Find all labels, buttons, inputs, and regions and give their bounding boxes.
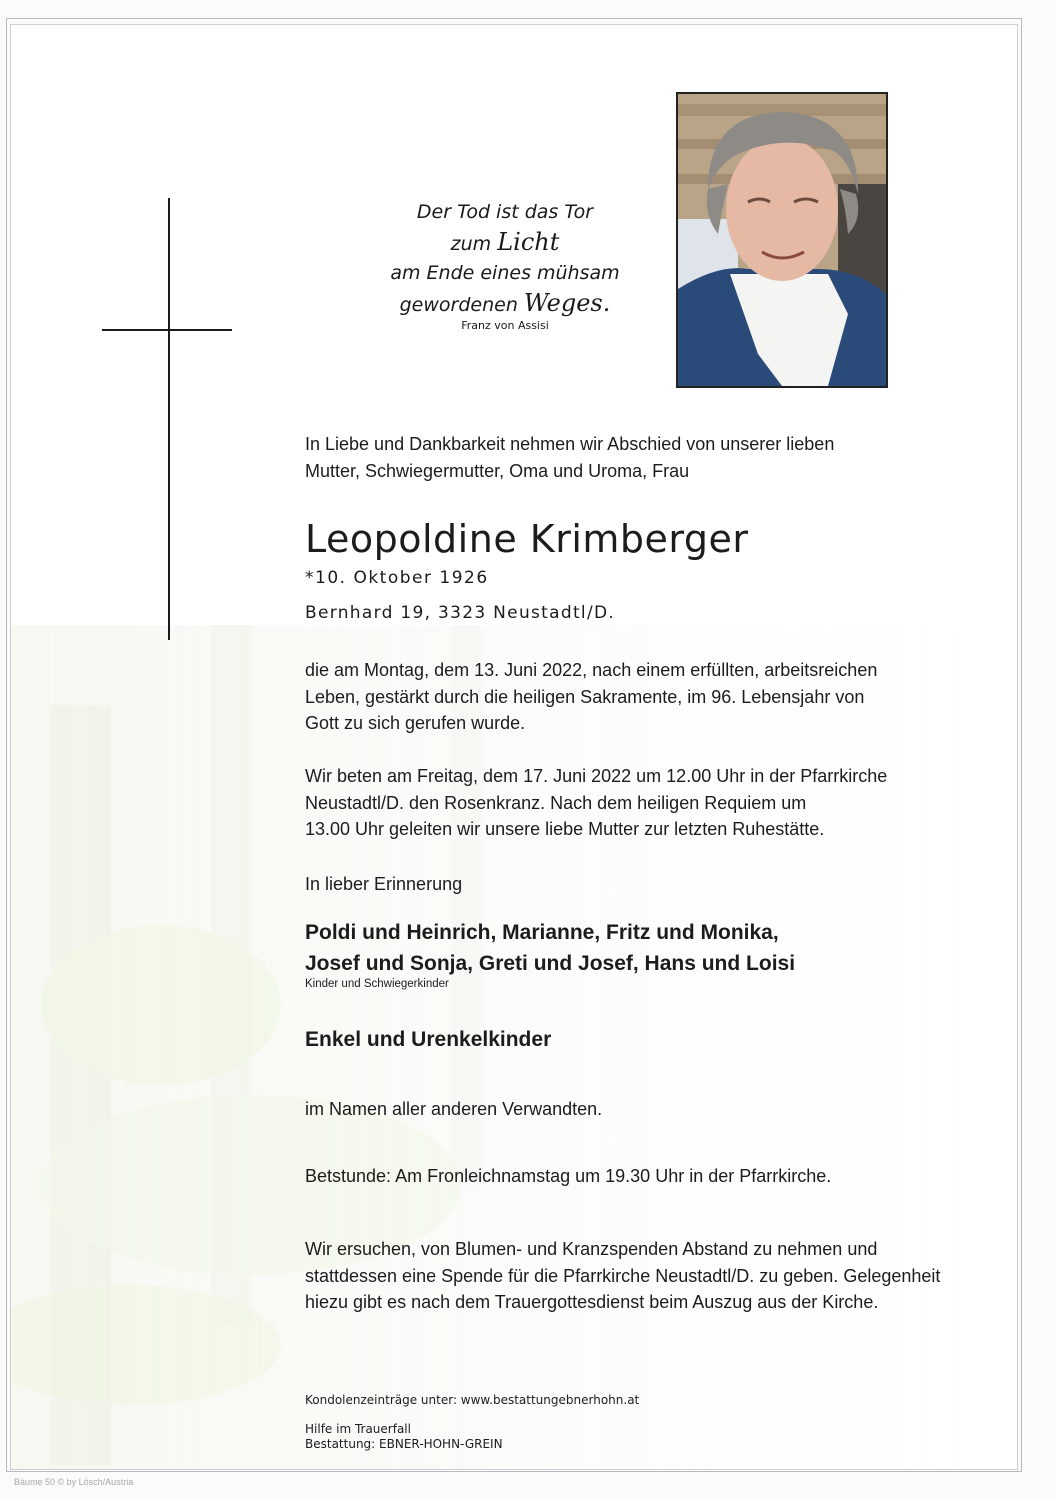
prayer-notice bbox=[305, 763, 887, 843]
donation-line-1: Wir ersuchen, von Blumen- und Kranzspenden Abstand zu nehmen und bbox=[305, 1239, 878, 1259]
birth-date: *10. Oktober 1926 bbox=[305, 568, 489, 588]
relatives: im Namen aller anderen Verwandten. bbox=[305, 1099, 603, 1119]
children-names bbox=[305, 917, 795, 979]
memory-heading: In lieber Erinnerung bbox=[305, 874, 463, 894]
prayer-line-3: 13.00 Uhr geleiten wir unsere liebe Mutter zur letzten Ruhestätte. bbox=[305, 819, 825, 839]
funeral-home-name: Bestattung: EBNER-HOHN-GREIN bbox=[305, 1437, 503, 1451]
donation-line-2: stattdessen eine Spende für die Pfarrkirche Neustadtl/D. zu geben. Gelegenheit bbox=[305, 1265, 941, 1286]
quote-line-2-prefix: zum bbox=[450, 232, 492, 255]
death-notice bbox=[305, 657, 877, 737]
quote-word-weges: Weges. bbox=[523, 288, 611, 317]
death-notice-line-2: Leben, gestärkt durch die heiligen Sakramente, im 96. Lebensjahr von bbox=[305, 686, 865, 707]
help-line-1: Hilfe im Trauerfall bbox=[305, 1422, 411, 1436]
children-note: Kinder und Schwiegerkinder bbox=[305, 978, 449, 990]
footer-credit: Bäume 50 © by Lösch/Austria bbox=[14, 1477, 134, 1487]
cross-horizontal-bar bbox=[102, 329, 232, 331]
quote-author: Franz von Assisi bbox=[461, 319, 549, 332]
condolence-link[interactable]: Kondolenzeinträge unter: www.bestattungebnerhohn.at bbox=[305, 1393, 640, 1407]
deceased-name: Leopoldine Krimberger bbox=[305, 517, 749, 561]
intro-line-2: Mutter, Schwiegermutter, Oma und Uroma, Frau bbox=[305, 460, 690, 481]
betstunde-notice: Betstunde: Am Fronleichnamstag um 19.30 Uhr in der Pfarrkirche. bbox=[305, 1166, 832, 1186]
portrait-photo bbox=[676, 92, 888, 388]
children-line-1: Poldi und Heinrich, Marianne, Fritz und Monika, bbox=[305, 921, 779, 944]
grandchildren: Enkel und Urenkelkinder bbox=[305, 1028, 552, 1051]
death-notice-line-3: Gott zu sich gerufen wurde. bbox=[305, 713, 526, 733]
funeral-home-info bbox=[305, 1422, 503, 1452]
memorial-quote bbox=[340, 198, 670, 334]
prayer-line-1: Wir beten am Freitag, dem 17. Juni 2022 um 12.00 Uhr in der Pfarrkirche bbox=[305, 766, 888, 786]
quote-line-3: am Ende eines mühsam bbox=[390, 262, 620, 284]
children-line-2: Josef und Sonja, Greti und Josef, Hans und Loisi bbox=[305, 952, 796, 975]
portrait-photo-icon bbox=[678, 94, 886, 386]
intro-line-1: In Liebe und Dankbarkeit nehmen wir Abschied von unserer lieben bbox=[305, 434, 835, 454]
prayer-line-2: Neustadtl/D. den Rosenkranz. Nach dem heiligen Requiem um bbox=[305, 792, 807, 813]
quote-line-2 bbox=[340, 228, 670, 260]
quote-line-1: Der Tod ist das Tor bbox=[416, 201, 594, 223]
donation-line-3: hiezu gibt es nach dem Trauergottesdienst beim Auszug aus der Kirche. bbox=[305, 1292, 879, 1312]
address: Bernhard 19, 3323 Neustadtl/D. bbox=[305, 603, 616, 623]
cross-vertical-bar bbox=[168, 198, 170, 640]
intro-text bbox=[305, 431, 834, 484]
donation-notice bbox=[305, 1236, 940, 1316]
quote-line-4-prefix: gewordenen bbox=[399, 293, 518, 316]
quote-word-licht: Licht bbox=[497, 227, 560, 256]
quote-line-4 bbox=[340, 289, 670, 321]
death-notice-line-1: die am Montag, dem 13. Juni 2022, nach einem erfüllten, arbeitsreichen bbox=[305, 660, 878, 680]
